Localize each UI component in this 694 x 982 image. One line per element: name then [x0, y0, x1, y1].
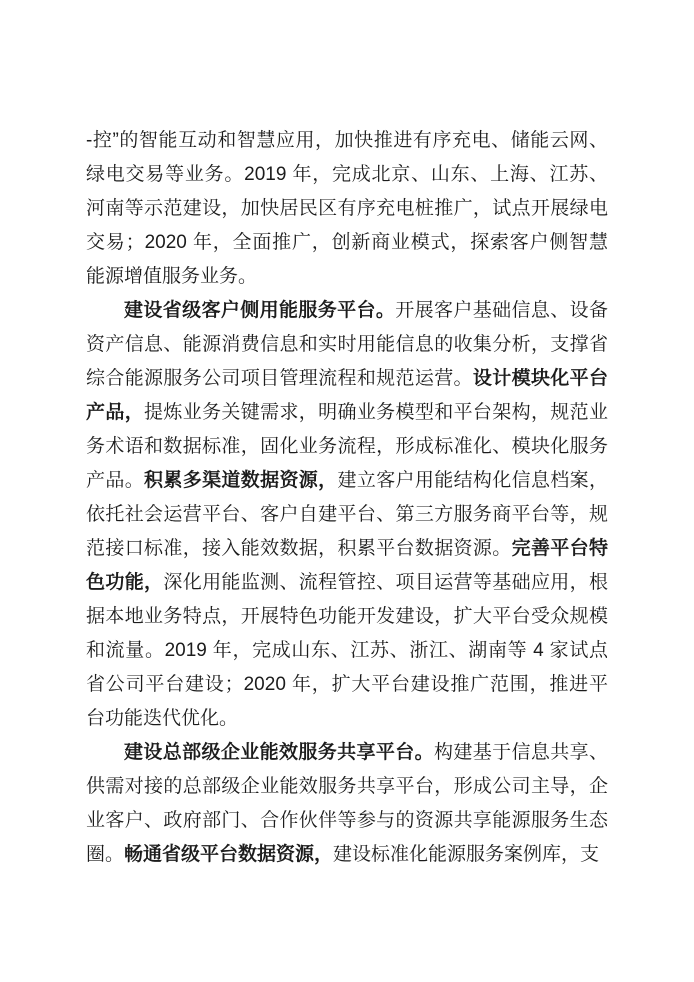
- text-run: 构建基于信息共享、供需对接的总部级企业能效服务共享平台，形成公司主导，企业客户、政府部门、合作伙伴等参与的资源共享能源服务生态圈。: [86, 742, 608, 865]
- bold-text-run: 设计模块化平台产品，: [86, 368, 608, 423]
- bold-text-run: 积累多渠道数据资源，: [144, 470, 338, 491]
- bold-text-run: 建设总部级企业能效服务共享平台。: [124, 742, 434, 763]
- bold-text-run: 建设省级客户侧用能服务平台。: [124, 300, 396, 321]
- text-run: 深化用能监测、流程管控、项目运营等基础应用，根据本地业务特点，开展特色功能开发建设，扩大平台受众规模和流量。2019 年，完成山东、江苏、浙江、湖南等 4 家试点省公司平台建设；2020 年，扩大平台建设推广范围，推进平台功能迭代优化。: [86, 572, 608, 729]
- bold-text-run: 完善平台特色功能，: [86, 538, 608, 593]
- text-run: -控”的智能互动和智慧应用，加快推进有序充电、储能云网、绿电交易等业务。2019 年，完成北京、山东、上海、江苏、河南等示范建设，加快居民区有序充电桩推广，试点开展绿电交易；2020 年，全面推广，创新商业模式，探索客户侧智慧能源增值服务业务。: [86, 130, 608, 287]
- text-run: 建设标准化能源服务案例库，支: [333, 844, 600, 865]
- paragraph-continuation: [86, 124, 608, 294]
- text-run: 建立客户用能结构化信息档案，依托社会运营平台、客户自建平台、第三方服务商平台等，规范接口标准，接入能效数据，积累平台数据资源。: [86, 470, 608, 559]
- text-run: 开展客户基础信息、设备资产信息、能源消费信息和实时用能信息的收集分析，支撑省综合能源服务公司项目管理流程和规范运营。: [86, 300, 608, 389]
- text-run: 提炼业务关键需求，明确业务模型和平台架构，规范业务术语和数据标准，固化业务流程，形成标准化、模块化服务产品。: [86, 402, 608, 491]
- document-body: [86, 124, 608, 872]
- paragraph-provincial-platform: [86, 294, 608, 736]
- paragraph-headquarters-platform: [86, 736, 608, 872]
- bold-text-run: 畅通省级平台数据资源，: [124, 844, 334, 865]
